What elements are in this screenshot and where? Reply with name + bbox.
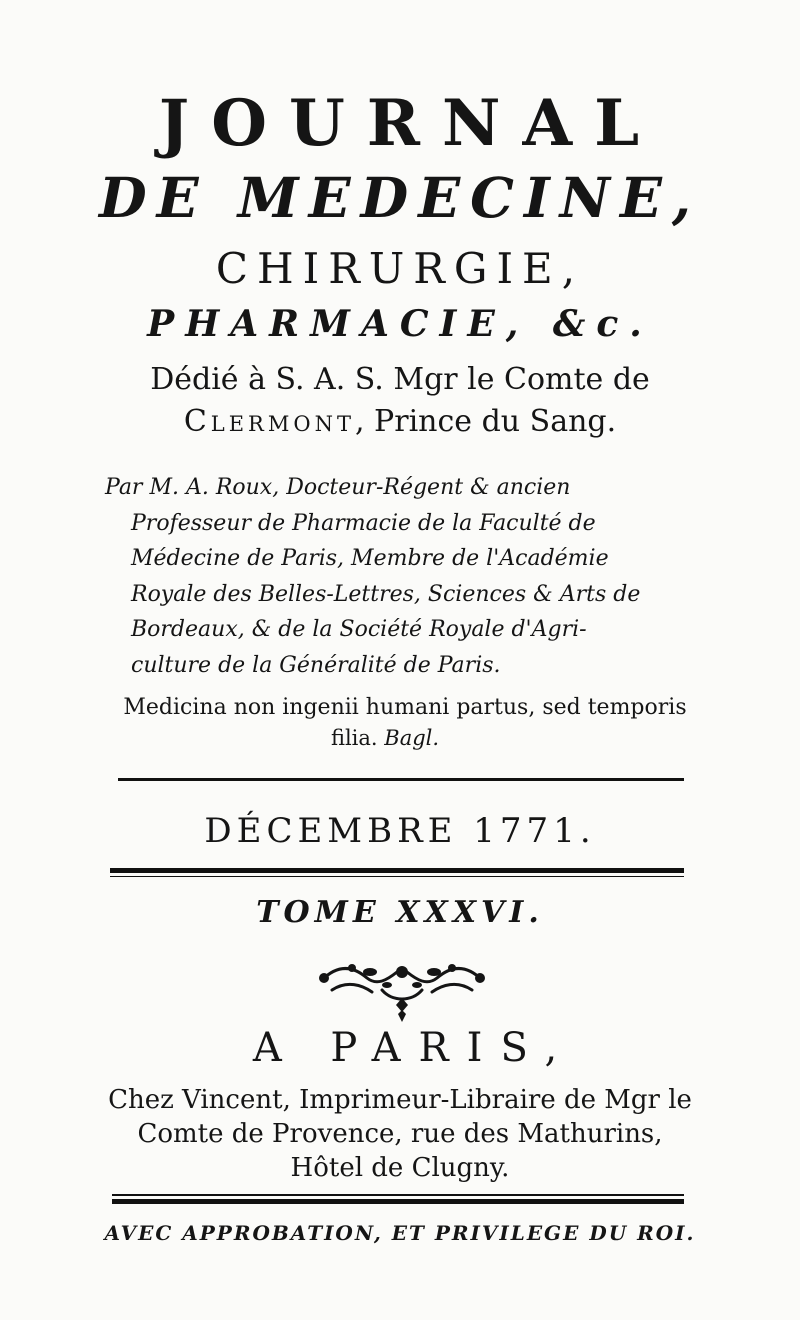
- imprint-line-3: Hôtel de Clugny.: [290, 1153, 510, 1183]
- medecine-heading: DE MEDECINE,: [98, 165, 702, 230]
- clermont-name: Clermont: [183, 404, 355, 439]
- author-line: Médecine de Paris, Membre de l'Académie: [131, 546, 609, 571]
- divider-rule-thick: [110, 868, 684, 873]
- divider-rule: [118, 778, 684, 781]
- divider-rule-thin: [110, 876, 684, 877]
- dedication-line-2: [0, 404, 800, 439]
- imprint-place: A PARIS,: [252, 1025, 576, 1071]
- author-line: Bordeaux, & de la Société Royale d'Agri-: [131, 617, 587, 642]
- chirurgie-heading: CHIRURGIE,: [215, 244, 585, 293]
- fleuron-ornament-icon: [312, 950, 492, 1030]
- privilege-line: AVEC APPROBATION, ET PRIVILEGE DU ROI.: [104, 1221, 696, 1245]
- imprint-line-2: Comte de Provence, rue des Mathurins,: [137, 1119, 663, 1149]
- imprint-line-1: Chez Vincent, Imprimeur-Libraire de Mgr le: [108, 1085, 692, 1115]
- author-line: Royale des Belles-Lettres, Sciences & Arts de: [131, 581, 641, 607]
- author-line: Par M. A. Roux, Docteur-Régent & ancien: [105, 475, 571, 500]
- issue-date: DÉCEMBRE 1771.: [204, 811, 596, 851]
- journal-heading: JOURNAL: [158, 86, 662, 161]
- motto-line-2: [90, 728, 680, 749]
- pharmacie-heading: PHARMACIE, &c.: [147, 303, 653, 345]
- dedication-line-2-rest: , Prince du Sang.: [354, 404, 617, 439]
- author-line: culture de la Généralité de Paris.: [131, 652, 501, 678]
- author-line: Professeur de Pharmacie de la Faculté de: [131, 510, 596, 536]
- author-paragraph: [105, 470, 690, 683]
- motto-line-1: Medicina non ingenii humani partus, sed temporis: [123, 695, 687, 720]
- tome-number: TOME XXXVI.: [256, 895, 544, 930]
- motto-filia: filia.: [330, 726, 378, 750]
- divider-rule-thin: [112, 1194, 684, 1196]
- dedication-line-1: Dédié à S. A. S. Mgr le Comte de: [150, 362, 650, 397]
- divider-rule-thick: [112, 1199, 684, 1204]
- motto-source: Bagl.: [384, 726, 440, 750]
